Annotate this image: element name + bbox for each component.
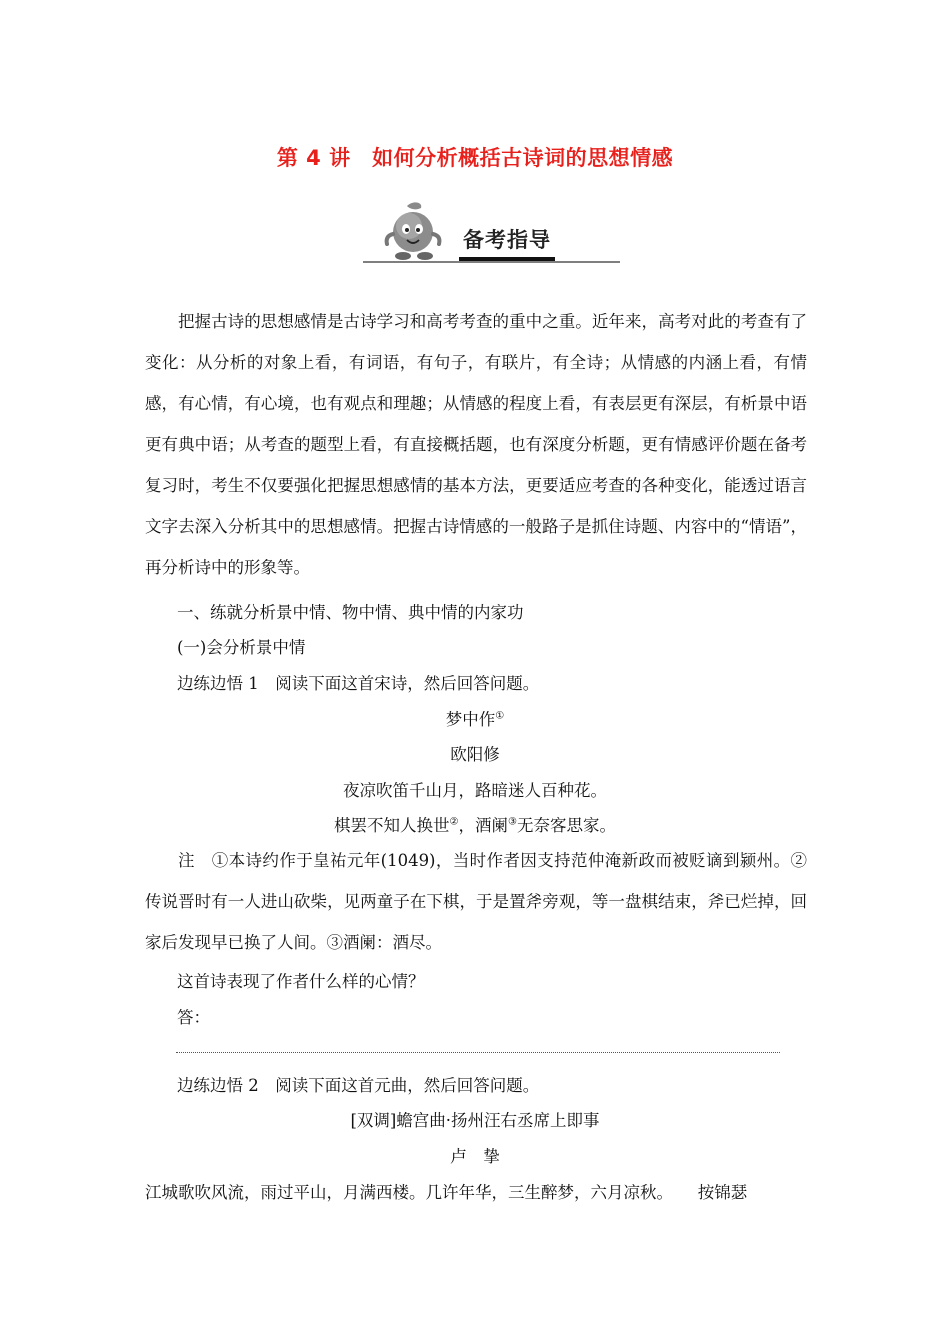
exercise-1-question: 这首诗表现了作者什么样的心情？ — [177, 972, 425, 991]
poem-line-part: ，酒阑 — [458, 816, 508, 835]
footnote-marker: ③ — [508, 816, 517, 828]
exercise-1-prompt: 边练边悟 1 阅读下面这首宋诗，然后回答问题。 — [177, 674, 540, 693]
poem-notes: 注 ①本诗约作于皇祐元年(1049)，当时作者因支持范仲淹新政而被贬谪到颍州。②传说晋时有一人进山砍柴，见两童子在下棋，于是置斧旁观，等一盘棋结束，斧已烂掉，回家后发现早已换了人间。③酒阑：酒尽。 — [145, 851, 807, 952]
subsection-heading: (一)会分析景中情 — [177, 638, 306, 657]
qu-line: 江城歌吹风流，雨过平山，月满西楼。几许年华，三生醉梦，六月凉秋。 按锦瑟 — [145, 1183, 748, 1202]
answer-label: 答： — [177, 1008, 210, 1027]
footnote-marker: ② — [449, 816, 459, 828]
section-banner — [363, 200, 623, 268]
poem-line-part: 棋罢不知人换世 — [334, 816, 450, 835]
answer-line — [176, 1052, 780, 1053]
lesson-title: 第 4 讲 如何分析概括古诗词的思想情感 — [276, 146, 674, 170]
section-heading: 一、练就分析景中情、物中情、典中情的内家功 — [177, 603, 524, 622]
banner-label: 备考指导 — [463, 228, 551, 252]
intro-paragraph: 把握古诗的思想感情是古诗学习和高考考查的重中之重。近年来，高考对此的考查有了变化：从分析的对象上看，有词语，有句子，有联片，有全诗；从情感的内涵上看，有情感，有心情，有心境，也有观点和理趣；从情感的程度上看，有表层更有深层，有析景中语更有典中语；从考查的题型上看，有直接概括题，也有深度分析题，更有情感评价题在备考复习时，考生不仅要强化把握思想感情的基本方法，更要适应考查的各种变化，能透过语言文字去深入分析其中的思想感情。把握古诗情感的一般路子是抓住诗题、内容中的“情语”，再分析诗中的形象等。 — [145, 312, 807, 577]
poem-title — [0, 706, 950, 730]
exercise-2-prompt: 边练边悟 2 阅读下面这首元曲，然后回答问题。 — [177, 1076, 540, 1095]
poem-line — [0, 812, 950, 836]
poem-line-part: 无奈客思家。 — [516, 816, 616, 835]
qu-title: [双调]蟾宫曲·扬州汪右丞席上即事 — [350, 1111, 600, 1130]
footnote-marker: ① — [495, 710, 505, 722]
poem-line: 夜凉吹笛千山月，路暗迷人百种花。 — [343, 781, 607, 800]
qu-author: 卢 挚 — [450, 1147, 500, 1166]
poem-author: 欧阳修 — [450, 745, 500, 764]
poem-title-text: 梦中作 — [445, 710, 496, 729]
